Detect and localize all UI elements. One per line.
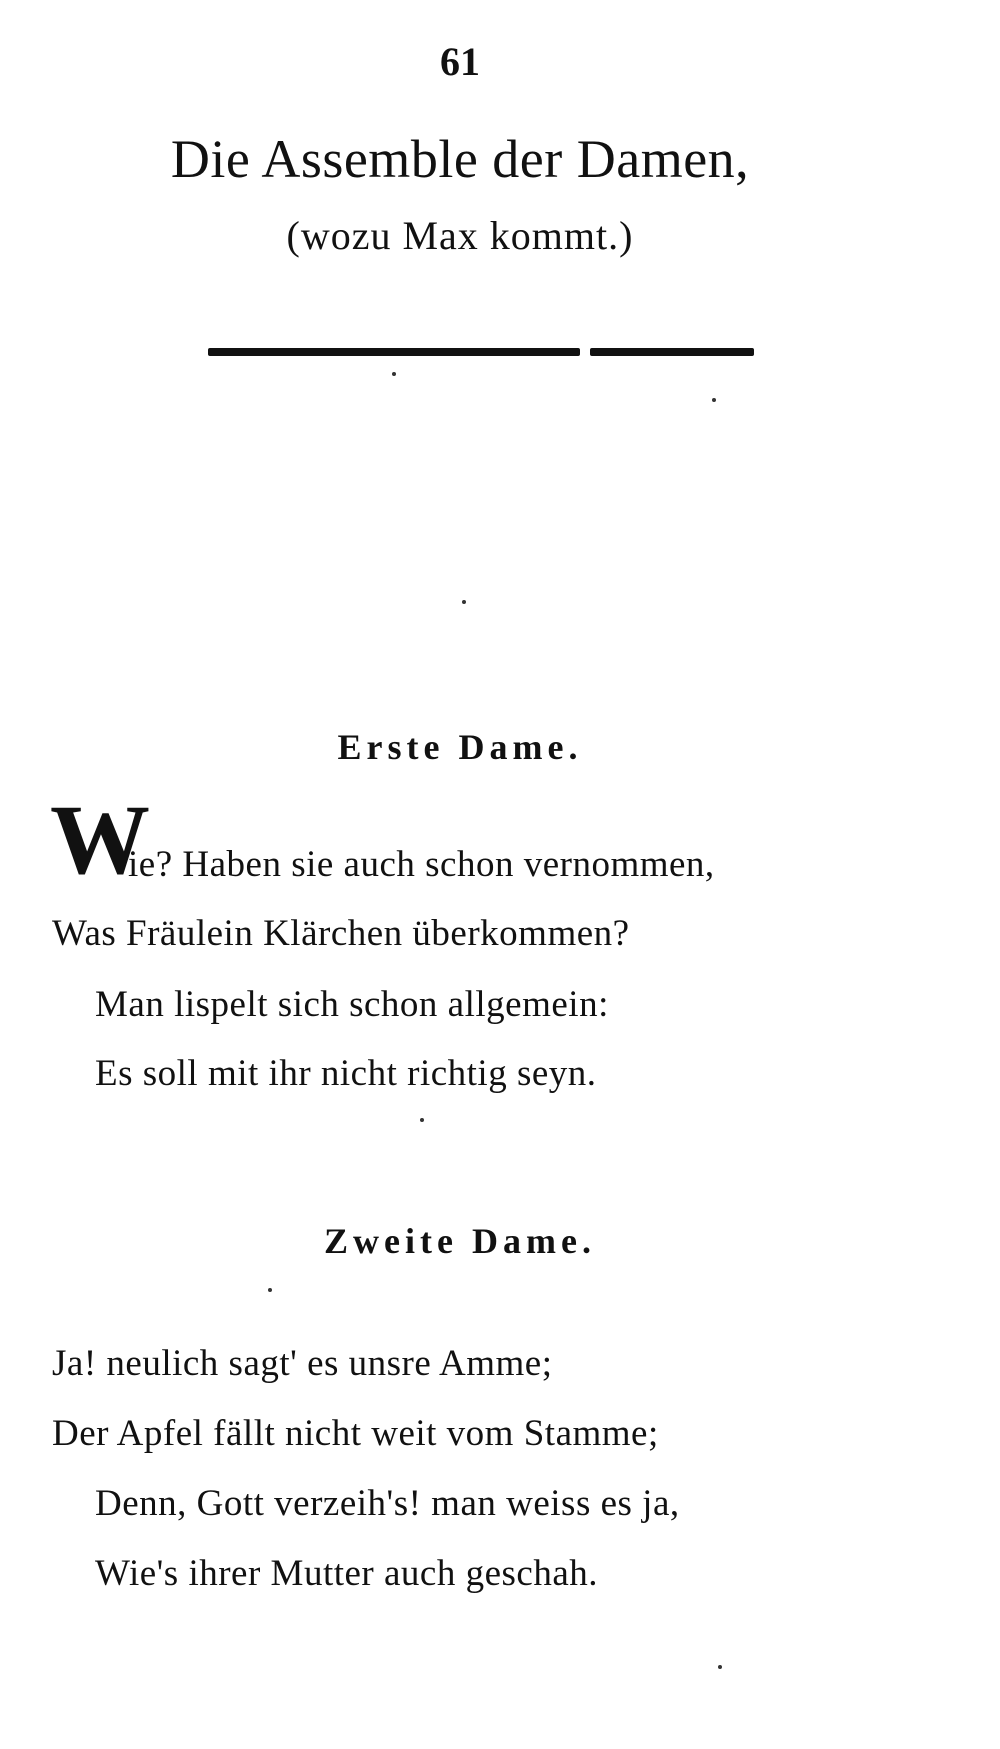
scan-speck: [718, 1665, 722, 1669]
scan-speck: [712, 398, 716, 402]
verse-line: Wie's ihrer Mutter auch geschah.: [95, 1553, 599, 1594]
verse-line: ie? Haben sie auch schon vernommen,: [128, 844, 715, 885]
verse-line: Es soll mit ihr nicht richtig seyn.: [95, 1053, 597, 1094]
verse-line: Was Fräulein Klärchen überkommen?: [52, 913, 630, 954]
scan-speck: [268, 1288, 272, 1292]
verse-line: Der Apfel fällt nicht weit vom Stamme;: [52, 1413, 659, 1454]
decorative-rule: [208, 348, 754, 356]
verse-line: Ja! neulich sagt' es unsre Amme;: [52, 1343, 553, 1384]
page-title: Die Assemble der Damen,: [170, 129, 750, 189]
verse-line: Man lispelt sich schon allgemein:: [95, 984, 609, 1025]
speaker-heading: Zweite Dame.: [324, 1221, 596, 1261]
scan-speck: [420, 1118, 424, 1122]
rule-segment: [590, 348, 754, 356]
scan-speck: [462, 600, 466, 604]
verse-line: Denn, Gott verzeih's! man weiss es ja,: [95, 1483, 680, 1524]
speaker-heading: Erste Dame.: [337, 727, 583, 767]
page-subtitle: (wozu Max kommt.): [286, 213, 634, 258]
page-number: 61: [440, 39, 480, 84]
scan-speck: [392, 372, 396, 376]
rule-segment: [208, 348, 580, 356]
drop-cap: W: [50, 784, 150, 895]
